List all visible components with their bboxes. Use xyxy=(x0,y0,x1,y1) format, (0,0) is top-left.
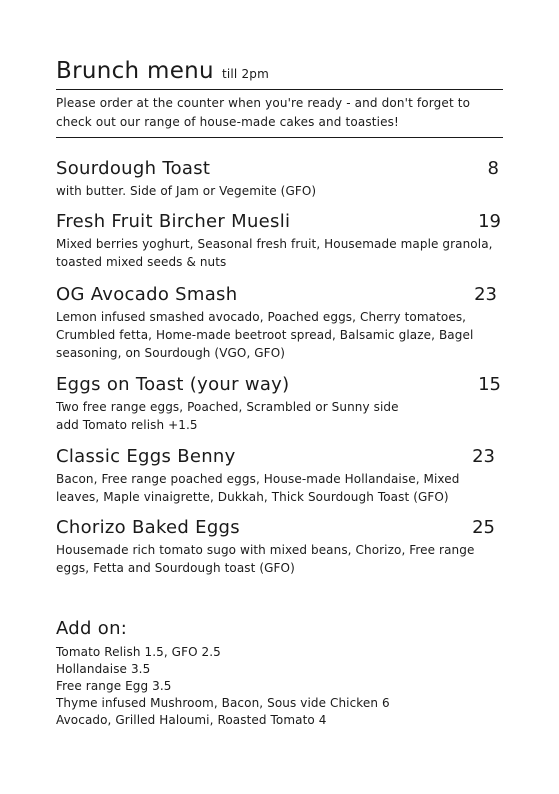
description-line: Two free range eggs, Poached, Scrambled or Sunny side xyxy=(56,400,399,414)
intro-text xyxy=(56,90,503,137)
menu-item-description xyxy=(56,398,503,434)
description-line: Housemade rich tomato sugo with mixed beans, Chorizo, Free range xyxy=(56,543,475,557)
description-line: eggs, Fetta and Sourdough toast (GFO) xyxy=(56,561,295,575)
menu-item xyxy=(56,284,503,362)
menu-item-name: Classic Eggs Benny xyxy=(56,446,236,467)
addon-line: Tomato Relish 1.5, GFO 2.5 xyxy=(56,645,221,659)
page-subtitle: till 2pm xyxy=(221,67,270,81)
menu-item-description xyxy=(56,541,503,577)
menu-item-name: OG Avocado Smash xyxy=(56,284,238,305)
header-divider-bottom xyxy=(56,137,503,138)
menu-item xyxy=(56,211,503,271)
addon-line: Free range Egg 3.5 xyxy=(56,679,172,693)
page-title: Brunch menu xyxy=(56,58,214,84)
menu-item-price: 23 xyxy=(474,284,497,305)
description-line: toasted mixed seeds & nuts xyxy=(56,255,227,269)
menu-item-price: 23 xyxy=(472,446,495,467)
intro-line-1: Please order at the counter when you're ready - and don't forget to xyxy=(56,96,471,110)
description-line: with butter. Side of Jam or Vegemite (GFO) xyxy=(56,184,317,198)
addons-title: Add on: xyxy=(56,618,128,639)
intro-line-2: check out our range of house-made cakes and toasties! xyxy=(56,115,399,129)
menu-item xyxy=(56,446,503,506)
menu-item-name: Fresh Fruit Bircher Muesli xyxy=(56,211,291,232)
menu-item-price: 19 xyxy=(478,211,501,232)
menu-item xyxy=(56,158,503,200)
description-line: leaves, Maple vinaigrette, Dukkah, Thick Sourdough Toast (GFO) xyxy=(56,490,449,504)
description-line: Bacon, Free range poached eggs, House-made Hollandaise, Mixed xyxy=(56,472,460,486)
description-line: Lemon infused smashed avocado, Poached eggs, Cherry tomatoes, xyxy=(56,310,467,324)
menu-item-description xyxy=(56,470,503,506)
addons-section xyxy=(56,618,503,729)
header xyxy=(56,58,503,88)
menu-item-description xyxy=(56,182,503,200)
menu-item-name: Sourdough Toast xyxy=(56,158,211,179)
menu-item-price: 25 xyxy=(472,517,495,538)
menu-item-price: 8 xyxy=(487,158,499,179)
menu-page xyxy=(56,58,503,727)
menu-item-description xyxy=(56,235,503,271)
menu-item-name: Chorizo Baked Eggs xyxy=(56,517,240,538)
menu-item xyxy=(56,517,503,577)
description-line: seasoning, on Sourdough (VGO, GFO) xyxy=(56,346,286,360)
menu-item-price: 15 xyxy=(478,374,501,395)
menu-item xyxy=(56,374,503,434)
addon-line: Thyme infused Mushroom, Bacon, Sous vide Chicken 6 xyxy=(56,696,390,710)
menu-item-name: Eggs on Toast (your way) xyxy=(56,374,290,395)
description-line: Mixed berries yoghurt, Seasonal fresh fruit, Housemade maple granola, xyxy=(56,237,493,251)
description-line: Crumbled fetta, Home-made beetroot spread, Balsamic glaze, Bagel xyxy=(56,328,474,342)
description-line: add Tomato relish +1.5 xyxy=(56,418,198,432)
addon-line: Avocado, Grilled Haloumi, Roasted Tomato 4 xyxy=(56,713,327,727)
menu-item-description xyxy=(56,308,503,362)
addon-line: Hollandaise 3.5 xyxy=(56,662,151,676)
